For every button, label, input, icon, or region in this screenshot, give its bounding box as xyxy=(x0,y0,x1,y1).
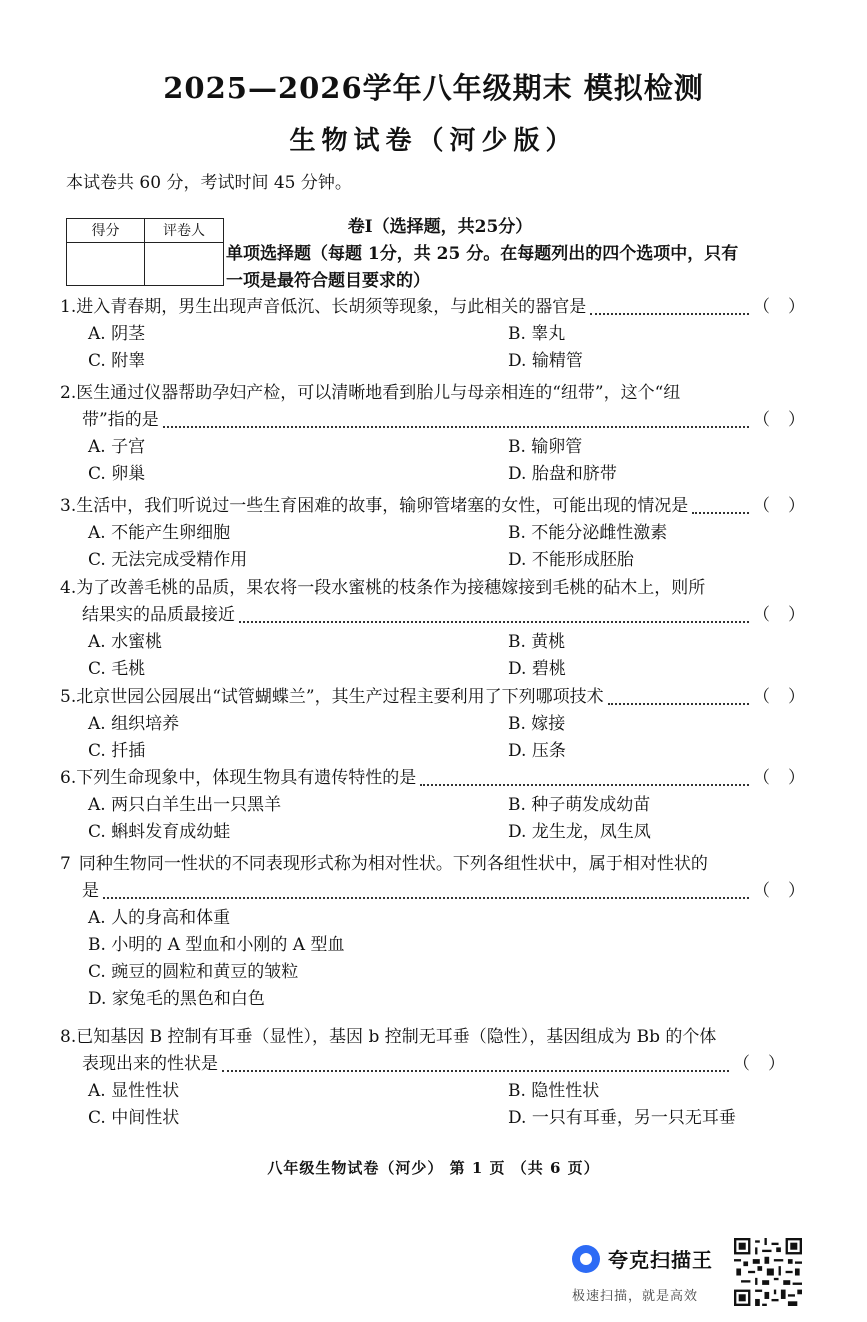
option-a: A. 阴茎 xyxy=(88,324,146,344)
answer-blank: （ ） xyxy=(753,687,805,707)
question-4 xyxy=(60,575,805,683)
option-d: D. 碧桃 xyxy=(508,659,566,679)
scanner-app-name: 夸克扫描王 xyxy=(608,1248,713,1272)
scanner-slogan: 极速扫描，就是高效 xyxy=(572,1289,699,1304)
question-number: 4. xyxy=(60,578,77,598)
option-d: D. 输精管 xyxy=(508,351,583,371)
option-c: C. 毛桃 xyxy=(88,659,146,679)
option-c: C. 扦插 xyxy=(88,741,146,761)
question-stem: 进入青春期，男生出现声音低沉、长胡须等现象，与此相关的器官是 xyxy=(76,297,587,317)
option-a: A. 组织培养 xyxy=(88,714,180,734)
answer-blank: （ ） xyxy=(753,297,805,317)
option-d: D. 胎盘和脐带 xyxy=(508,464,617,484)
leader-dots xyxy=(420,784,749,786)
answer-blank: （ ） xyxy=(753,768,805,788)
option-b: B. 隐性性状 xyxy=(508,1081,600,1101)
qr-code-icon xyxy=(734,1238,802,1306)
question-stem: 医生通过仪器帮助孕妇产检，可以清晰地看到胎儿与母亲相连的“纽带”，这个“纽 xyxy=(76,383,681,403)
question-number: 5. xyxy=(60,687,77,707)
question-1 xyxy=(60,294,805,375)
answer-blank: （ ） xyxy=(753,605,805,625)
question-stem-cont: 结果实的品质最接近 xyxy=(82,605,235,625)
question-stem-cont: 表现出来的性状是 xyxy=(82,1054,218,1074)
option-d: D. 龙生龙，凤生凤 xyxy=(508,822,651,842)
question-stem-cont: 带”指的是 xyxy=(82,410,159,430)
option-a: A. 不能产生卵细胞 xyxy=(88,523,231,543)
section-instruction-cont: 一项是最符合题目要求的） xyxy=(226,271,430,291)
leader-dots xyxy=(103,897,749,899)
question-stem: 北京世园公园展出“试管蝴蝶兰”，其生产过程主要利用了下列哪项技术 xyxy=(76,687,604,707)
option-b: B. 嫁接 xyxy=(508,714,566,734)
question-5 xyxy=(60,684,805,765)
question-stem: 已知基因 B 控制有耳垂（显性），基因 b 控制无耳垂（隐性），基因组成为 Bb 的个体 xyxy=(76,1027,717,1047)
score-box-score-label: 得分 xyxy=(67,219,145,243)
answer-blank: （ ） xyxy=(733,1054,785,1074)
question-stem: 下列生命现象中，体现生物具有遗传特性的是 xyxy=(76,768,417,788)
option-c: C. 蝌蚪发育成幼蛙 xyxy=(88,822,231,842)
option-b: B. 不能分泌雌性激素 xyxy=(508,523,668,543)
question-3 xyxy=(60,493,805,574)
option-c: C. 附睾 xyxy=(88,351,146,371)
question-number: 2. xyxy=(60,383,77,403)
section-heading: 卷Ⅰ（选择题，共25分） xyxy=(347,217,533,237)
question-stem-cont: 是 xyxy=(82,881,99,901)
option-d: D. 不能形成胚胎 xyxy=(508,550,634,570)
option-c: C. 豌豆的圆粒和黄豆的皱粒 xyxy=(88,962,299,982)
question-number: 7 xyxy=(60,854,71,874)
question-2 xyxy=(60,380,805,488)
leader-dots xyxy=(590,313,749,315)
option-b: B. 小明的 A 型血和小刚的 A 型血 xyxy=(88,935,345,955)
exam-info: 本试卷共 60 分，考试时间 45 分钟。 xyxy=(66,173,352,193)
option-a: A. 显性性状 xyxy=(88,1081,180,1101)
leader-dots xyxy=(163,426,749,428)
option-b: B. 输卵管 xyxy=(508,437,583,457)
option-b: B. 黄桃 xyxy=(508,632,566,652)
question-stem: 同种生物同一性状的不同表现形式称为相对性状。下列各组性状中，属于相对性状的 xyxy=(78,854,708,874)
leader-dots xyxy=(692,512,749,514)
answer-blank: （ ） xyxy=(753,881,805,901)
option-a: A. 子宫 xyxy=(88,437,146,457)
question-6 xyxy=(60,765,805,846)
option-d: D. 压条 xyxy=(508,741,566,761)
option-d: D. 家兔毛的黑色和白色 xyxy=(88,989,265,1009)
page-footer: 八年级生物试卷（河少） 第 1 页 （共 6 页） xyxy=(267,1159,600,1177)
score-box-score-cell xyxy=(67,243,145,285)
question-8 xyxy=(60,1024,805,1132)
question-stem: 生活中，我们听说过一些生育困难的故事，输卵管堵塞的女性，可能出现的情况是 xyxy=(76,496,689,516)
score-box-grader-label: 评卷人 xyxy=(145,219,223,243)
option-a: A. 水蜜桃 xyxy=(88,632,163,652)
option-a: A. 两只白羊生出一只黑羊 xyxy=(88,795,282,815)
option-b: B. 睾丸 xyxy=(508,324,566,344)
leader-dots xyxy=(222,1070,729,1072)
score-box xyxy=(66,218,224,286)
leader-dots xyxy=(608,703,749,705)
answer-blank: （ ） xyxy=(753,496,805,516)
option-d: D. 一只有耳垂，另一只无耳垂 xyxy=(508,1108,736,1128)
score-box-grader-cell xyxy=(145,243,223,285)
question-number: 1. xyxy=(60,297,77,317)
page-title: 2025—2026学年八年级期末 模拟检测 xyxy=(163,71,704,105)
question-7 xyxy=(60,851,805,1013)
quark-logo-icon xyxy=(572,1245,600,1273)
leader-dots xyxy=(239,621,749,623)
option-c: C. 卵巢 xyxy=(88,464,146,484)
option-b: B. 种子萌发成幼苗 xyxy=(508,795,651,815)
scanner-watermark xyxy=(572,1244,713,1273)
option-a: A. 人的身高和体重 xyxy=(88,908,231,928)
option-c: C. 无法完成受精作用 xyxy=(88,550,248,570)
question-number: 8. xyxy=(60,1027,77,1047)
question-number: 6. xyxy=(60,768,77,788)
page-subtitle: 生物试卷（河少版） xyxy=(289,126,578,156)
question-number: 3. xyxy=(60,496,77,516)
section-instruction: 单项选择题（每题 1分，共 25 分。在每题列出的四个选项中，只有 xyxy=(226,244,739,264)
answer-blank: （ ） xyxy=(753,410,805,430)
option-c: C. 中间性状 xyxy=(88,1108,180,1128)
question-stem: 为了改善毛桃的品质，果农将一段水蜜桃的枝条作为接穗嫁接到毛桃的砧木上，则所 xyxy=(76,578,706,598)
